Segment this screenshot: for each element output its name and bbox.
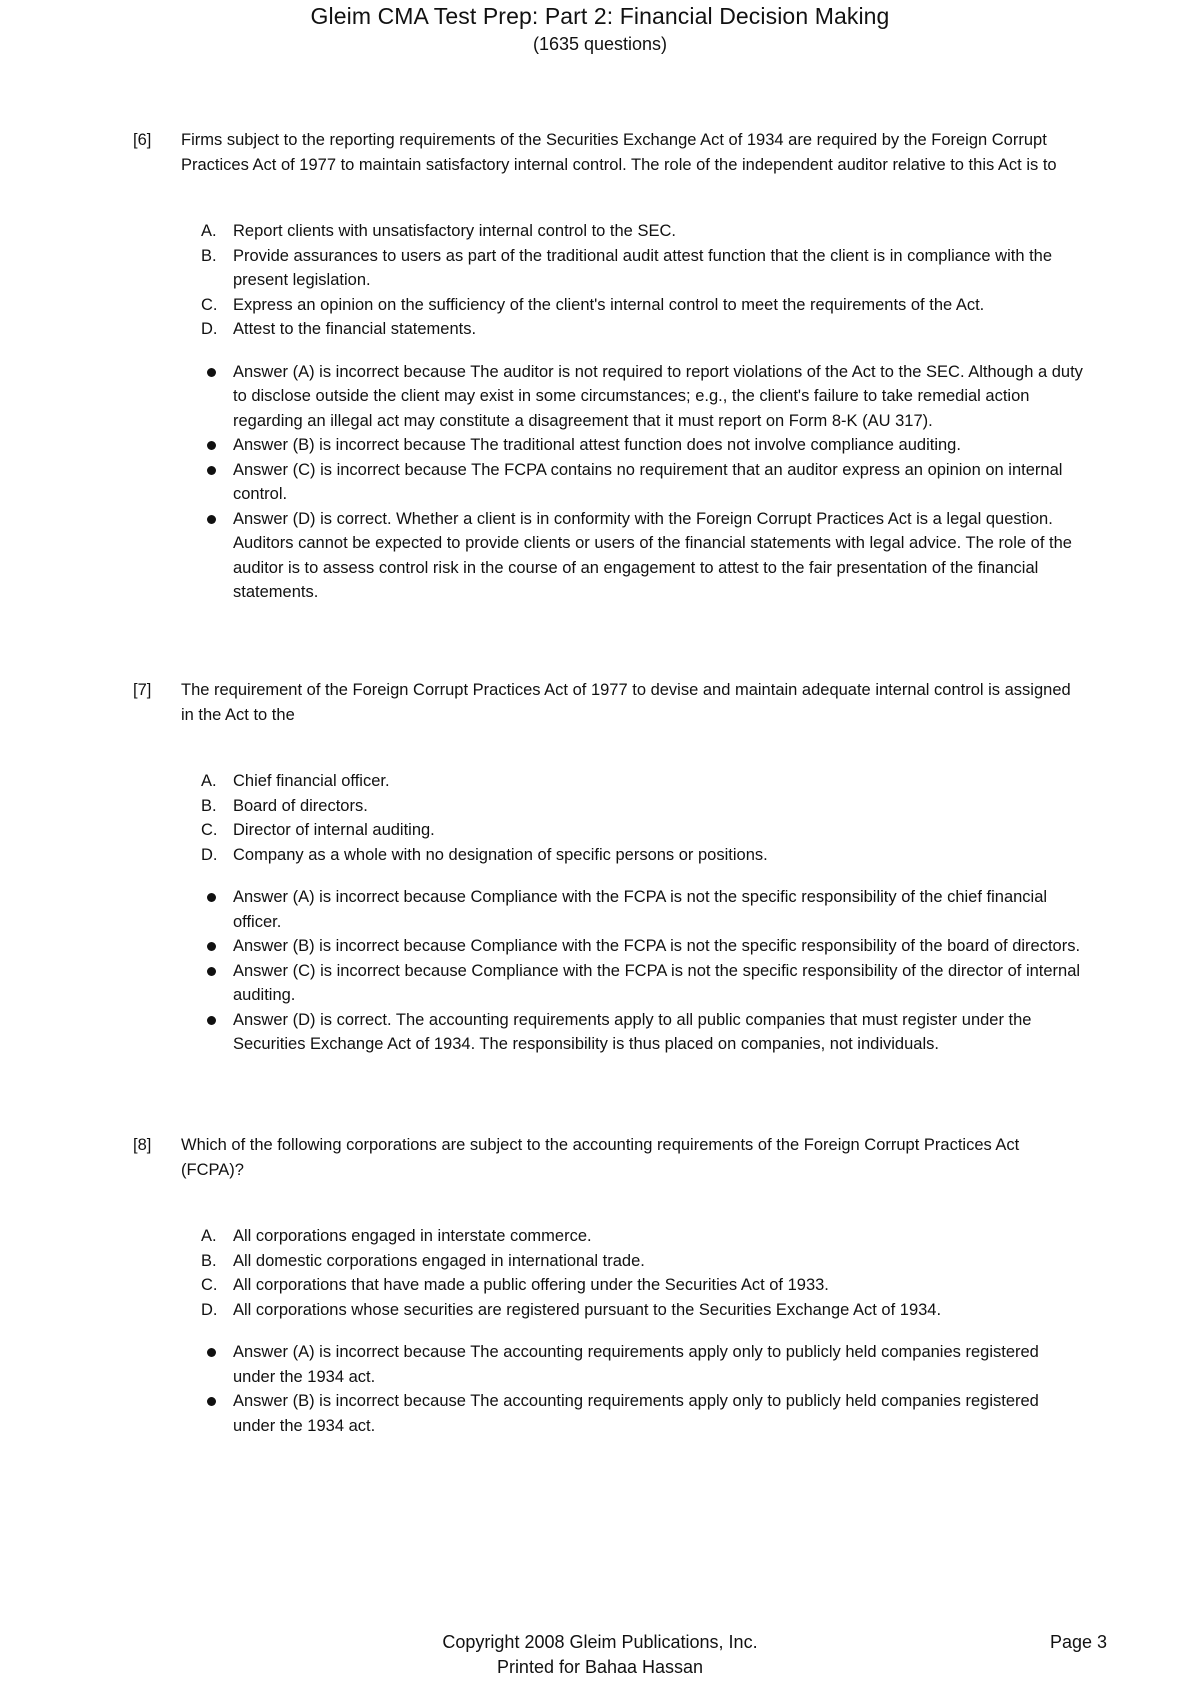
answer-option-d[interactable]	[201, 1298, 1083, 1323]
question-stem	[133, 678, 1083, 727]
option-text: Company as a whole with no designation of specific persons or positions.	[233, 845, 768, 864]
option-text: Report clients with unsatisfactory internal control to the SEC.	[233, 222, 676, 240]
option-text: All corporations whose securities are registered pursuant to the Securities Exchange Act of 1934.	[233, 1300, 942, 1319]
copyright-notice: Copyright 2008 Gleim Publications, Inc.	[442, 1632, 758, 1652]
explanation-a	[205, 885, 1083, 934]
answer-option-d[interactable]	[201, 843, 1083, 868]
option-text: Attest to the financial statements.	[233, 320, 477, 338]
answer-option-b[interactable]	[201, 794, 1083, 819]
explanation-b	[205, 934, 1083, 959]
answer-option-b[interactable]	[201, 1249, 1083, 1274]
question-count: (1635 questions)	[532, 34, 668, 54]
explanation-a	[205, 1340, 1083, 1389]
explanation-d	[205, 1008, 1083, 1057]
question-number: [8]	[133, 1136, 152, 1154]
option-text: Express an opinion on the sufficiency of the client's internal control to meet the requirements of the Act.	[233, 295, 985, 314]
page-number: Page 3	[1049, 1632, 1107, 1652]
explanation-c	[205, 959, 1083, 1008]
option-text: Provide assurances to users as part of the traditional audit attest function that the client is in compliance with the present legislation.	[233, 246, 1053, 289]
option-text: All corporations engaged in interstate commerce.	[233, 1227, 592, 1245]
option-letter: A.	[201, 772, 217, 790]
question-stem	[133, 1133, 1083, 1182]
question-8	[133, 1133, 1083, 1438]
bullet-icon	[207, 441, 216, 450]
question-number: [6]	[133, 131, 152, 149]
explanation-b	[205, 433, 1083, 458]
option-text: All domestic corporations engaged in international trade.	[233, 1251, 645, 1270]
answer-explanations	[205, 1340, 1083, 1438]
bullet-icon	[207, 1016, 216, 1025]
bullet-icon	[207, 893, 216, 902]
answer-option-c[interactable]	[201, 818, 1083, 843]
answer-option-a[interactable]	[201, 219, 1083, 244]
answer-option-b[interactable]	[201, 244, 1083, 293]
explanation-text: Answer (D) is correct. The accounting requirements apply to all public companies that must register under the Securities Exchange Act of 1934. The responsibility is thus placed on companies, not individuals.	[233, 1010, 1032, 1053]
bullet-icon	[207, 1397, 216, 1406]
answer-options	[201, 769, 1083, 867]
bullet-icon	[207, 368, 216, 377]
option-text: Director of internal auditing.	[233, 821, 435, 839]
explanation-b	[205, 1389, 1083, 1438]
printed-for: Printed for Bahaa Hassan	[496, 1657, 704, 1677]
answer-option-a[interactable]	[201, 1224, 1083, 1249]
explanation-d	[205, 507, 1083, 605]
option-letter: D.	[201, 320, 218, 338]
bullet-icon	[207, 515, 216, 524]
answer-options	[201, 1224, 1083, 1322]
option-letter: B.	[201, 1251, 217, 1270]
page-header	[0, 2, 1200, 56]
answer-explanations	[205, 360, 1083, 605]
option-letter: D.	[201, 1300, 218, 1319]
question-text: Which of the following corporations are subject to the accounting requirements of the Foreign Corrupt Practices Act (FCPA)?	[181, 1136, 1020, 1179]
explanation-text: Answer (A) is incorrect because The auditor is not required to report violations of the Act to the SEC. Although a duty to disclose outside the client may exist in some circumstances; e.g., the client's failure to take remedial action regarding an illegal act may constitute a disagreement that it must report on Form 8-K (AU 317).	[233, 362, 1083, 430]
option-text: Chief financial officer.	[233, 772, 390, 790]
explanation-text: Answer (A) is incorrect because The accounting requirements apply only to publicly held companies registered under the 1934 act.	[233, 1343, 1039, 1386]
answer-explanations	[205, 885, 1083, 1057]
page-title: Gleim CMA Test Prep: Part 2: Financial Decision Making	[310, 3, 890, 29]
page-footer	[0, 1630, 1200, 1690]
question-number: [7]	[133, 681, 152, 699]
question-text: Firms subject to the reporting requirements of the Securities Exchange Act of 1934 are required by the Foreign Corrupt Practices Act of 1977 to maintain satisfactory internal control. The role of the independent auditor relative to this Act is to	[181, 131, 1057, 174]
option-letter: C.	[201, 1276, 218, 1294]
option-text: Board of directors.	[233, 796, 368, 815]
bullet-icon	[207, 466, 216, 475]
answer-options	[201, 219, 1083, 342]
explanation-text: Answer (B) is incorrect because The accounting requirements apply only to publicly held companies registered under the 1934 act.	[233, 1392, 1039, 1435]
option-letter: A.	[201, 1227, 217, 1245]
option-letter: C.	[201, 821, 218, 839]
explanation-text: Answer (A) is incorrect because Compliance with the FCPA is not the specific responsibility of the chief financial officer.	[233, 888, 1048, 931]
explanation-text: Answer (C) is incorrect because The FCPA contains no requirement that an auditor express an opinion on internal control.	[233, 460, 1063, 503]
bullet-icon	[207, 967, 216, 976]
answer-option-a[interactable]	[201, 769, 1083, 794]
explanation-text: Answer (C) is incorrect because Compliance with the FCPA is not the specific responsibility of the director of internal auditing.	[233, 961, 1081, 1004]
bullet-icon	[207, 942, 216, 951]
option-text: All corporations that have made a public offering under the Securities Act of 1933.	[233, 1276, 829, 1294]
question-6	[133, 128, 1083, 605]
question-7	[133, 678, 1083, 1057]
explanation-text: Answer (B) is incorrect because Compliance with the FCPA is not the specific responsibility of the board of directors.	[233, 937, 1081, 955]
explanation-text: Answer (D) is correct. Whether a client is in conformity with the Foreign Corrupt Practices Act is a legal question. Auditors cannot be expected to provide clients or users of the financial statements with legal advice. The role of the auditor is to assess control risk in the course of an engagement to attest to the fair presentation of the financial statements.	[233, 509, 1072, 601]
option-letter: C.	[201, 295, 218, 314]
bullet-icon	[207, 1348, 216, 1357]
option-letter: D.	[201, 845, 218, 864]
option-letter: B.	[201, 796, 217, 815]
answer-option-c[interactable]	[201, 1273, 1083, 1298]
explanation-c	[205, 458, 1083, 507]
explanation-a	[205, 360, 1083, 434]
explanation-text: Answer (B) is incorrect because The traditional attest function does not involve compliance auditing.	[233, 436, 961, 454]
question-text: The requirement of the Foreign Corrupt Practices Act of 1977 to devise and maintain adequate internal control is assigned in the Act to the	[181, 681, 1071, 724]
answer-option-d[interactable]	[201, 317, 1083, 342]
option-letter: A.	[201, 222, 217, 240]
option-letter: B.	[201, 246, 217, 265]
question-stem	[133, 128, 1083, 177]
answer-option-c[interactable]	[201, 293, 1083, 318]
